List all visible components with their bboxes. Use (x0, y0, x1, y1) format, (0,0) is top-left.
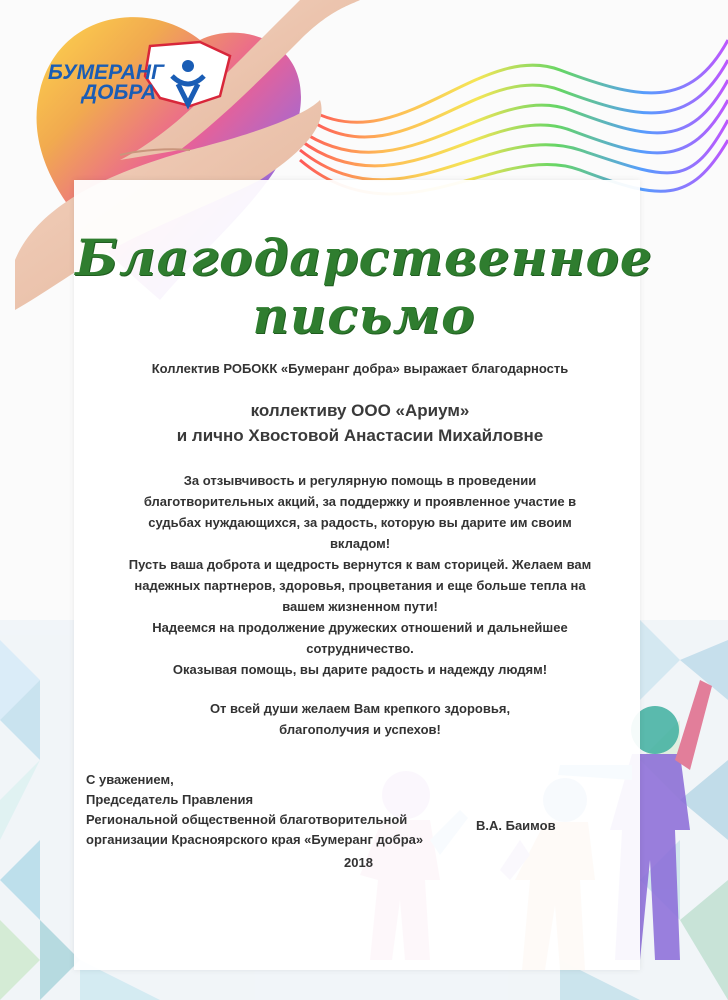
recipient-line1: коллективу ООО «Ариум» (250, 401, 470, 420)
body-line: Оказывая помощь, вы дарите радость и надежду людям! (172, 662, 548, 677)
signatory-name: В.А. Баимов (476, 818, 556, 833)
body-line: вашем жизненном пути! (282, 599, 438, 614)
title-line1: Благодарственное (75, 228, 653, 287)
signature-line: организации Красноярского края «Бумеранг добра» (86, 832, 424, 847)
year: 2018 (344, 855, 373, 870)
intro-text: Коллектив РОБОКК «Бумеранг добра» выражает благодарность (151, 361, 569, 376)
body-line: судьбах нуждающихся, за радость, которую вы дарите им своим (148, 515, 572, 530)
body-line: За отзывчивость и регулярную помощь в проведении (183, 473, 537, 488)
wishes-line: благополучия и успехов! (279, 722, 441, 737)
wishes-line: От всей души желаем Вам крепкого здоровья, (209, 701, 511, 716)
body-line: вкладом! (329, 536, 391, 551)
body-line: надежных партнеров, здоровья, процветания и еще больше тепла на (134, 578, 586, 593)
signature-line: С уважением, (86, 772, 174, 787)
logo-text-line2: ДОБРА (82, 81, 157, 104)
recipient-line2: и лично Хвостовой Анастасии Михайловне (176, 426, 544, 445)
body-line: благотворительных акций, за поддержку и проявленное участие в (143, 494, 577, 509)
signature-line: Председатель Правления (86, 792, 254, 807)
title-line2: письмо (252, 286, 476, 345)
logo-text-line1: БУМЕРАНГ (48, 61, 164, 84)
body-line: сотрудничество. (306, 641, 414, 656)
signature-line: Региональной общественной благотворительной (86, 812, 408, 827)
body-line: Пусть ваша доброта и щедрость вернутся к вам сторицей. Желаем вам (128, 557, 592, 572)
body-line: Надеемся на продолжение дружеских отношений и дальнейшее (152, 620, 568, 635)
